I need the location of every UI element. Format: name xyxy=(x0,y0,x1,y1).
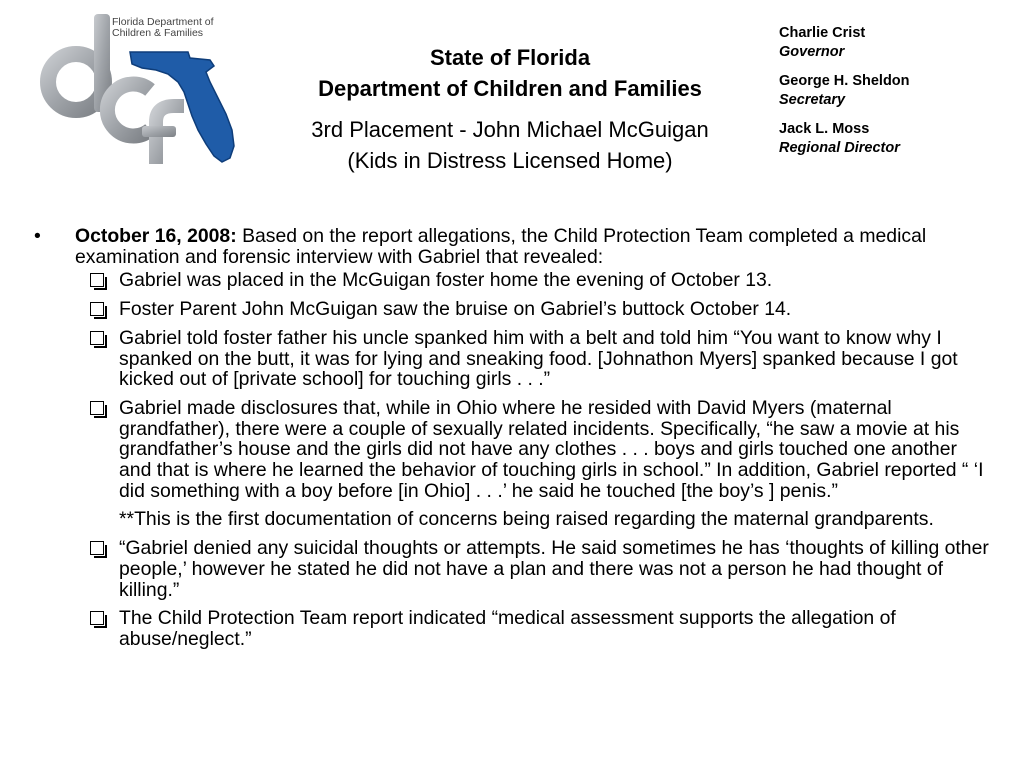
logo-letter-d xyxy=(48,14,110,112)
main-bullet xyxy=(32,226,992,267)
official-role: Governor xyxy=(779,44,845,60)
officials-list xyxy=(779,24,1019,168)
page-header xyxy=(270,42,750,176)
bullet-icon: • xyxy=(34,225,41,247)
list-item-text: Gabriel told foster father his uncle spanked him with a belt and told him “You want to know why I spanked on the butt, it was for lying and sneaking food. [Johnathon Myers] spanked because I got kicked out of [private school] for touching girls . . .” xyxy=(119,326,958,391)
event-date: October 16, 2008: xyxy=(75,225,237,247)
official-name: Charlie Crist xyxy=(779,25,866,41)
list-item xyxy=(32,608,992,649)
checkbox-bullet-icon xyxy=(90,401,104,415)
official-name: George H. Sheldon xyxy=(779,73,910,89)
slide-content xyxy=(32,226,992,658)
official-role: Regional Director xyxy=(779,140,900,156)
findings-list xyxy=(32,270,992,649)
official-name: Jack L. Moss xyxy=(779,121,870,137)
list-item xyxy=(32,538,992,600)
official-secretary xyxy=(779,72,1019,110)
list-item xyxy=(32,398,992,530)
page-subtitle xyxy=(270,114,750,176)
list-item xyxy=(32,270,992,291)
checkbox-bullet-icon xyxy=(90,273,104,287)
checkbox-bullet-icon xyxy=(90,331,104,345)
intro-text: Based on the report allegations, the Child Protection Team completed a medical examination and forensic interview with Gabriel that revealed: xyxy=(75,225,927,268)
page-title-line2: Department of Children and Families xyxy=(318,76,702,101)
subtitle-line1: 3rd Placement - John Michael McGuigan xyxy=(311,117,709,142)
list-item-text: The Child Protection Team report indicated “medical assessment supports the allegation of abuse/neglect.” xyxy=(119,607,896,650)
official-regional-director xyxy=(779,120,1019,158)
official-governor xyxy=(779,24,1019,62)
list-item xyxy=(32,299,992,320)
note-text: **This is the first documentation of concerns being raised regarding the maternal grandparents. xyxy=(119,508,934,531)
list-item-text: Foster Parent John McGuigan saw the bruise on Gabriel’s buttock October 14. xyxy=(119,298,792,321)
checkbox-bullet-icon xyxy=(90,611,104,625)
subtitle-line2: (Kids in Distress Licensed Home) xyxy=(347,148,673,173)
checkbox-bullet-icon xyxy=(90,302,104,316)
official-role: Secretary xyxy=(779,92,846,108)
list-item-text: Gabriel was placed in the McGuigan foster home the evening of October 13. xyxy=(119,269,773,292)
list-item-text: “Gabriel denied any suicidal thoughts or attempts. He said sometimes he has ‘thoughts of killing other people,’ however he stated he did not have a plan and there was not a person he had thought of killing.” xyxy=(119,537,989,601)
checkbox-bullet-icon xyxy=(90,541,104,555)
logo-agency-line1: Florida Department of xyxy=(112,16,214,28)
page-title-line1: State of Florida xyxy=(429,45,591,70)
list-item xyxy=(32,328,992,390)
logo-letter-f xyxy=(142,106,184,164)
list-item-text: Gabriel made disclosures that, while in Ohio where he resided with David Myers (maternal grandfather), there were a couple of sexually related incidents. Specifically, “he saw a movie at his grandfather’s house and the girls did not have any clothes . . . boys and girls touched one another and that is where he learned the behavior of touching girls in school.” In addition, Gabriel reported “ ‘I did something with a boy before [in Ohio] . . .’ he said he touched [the boy’s ] penis.” xyxy=(119,396,984,502)
logo-agency-line2: Children & Families xyxy=(112,27,204,39)
